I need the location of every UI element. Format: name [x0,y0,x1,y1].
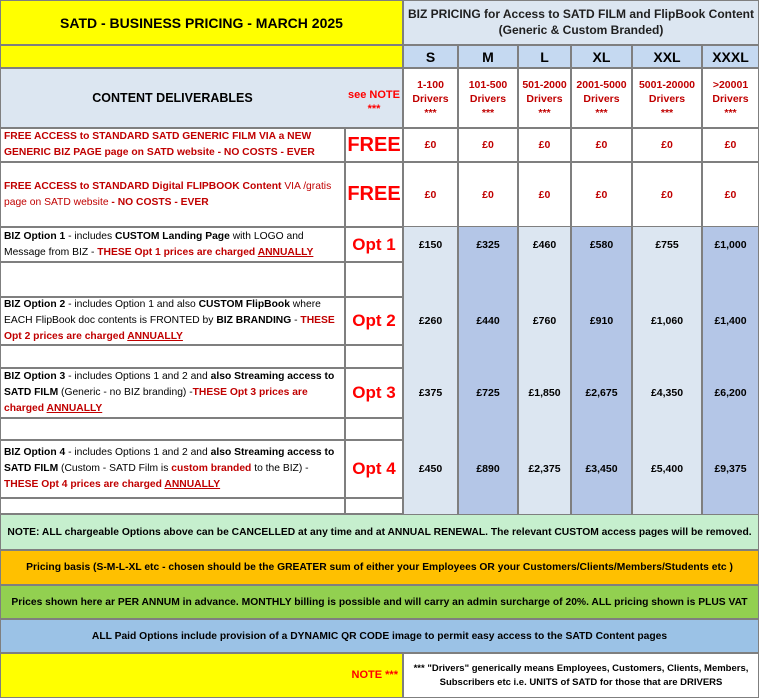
row-description [0,368,345,418]
row-description-text [4,369,341,417]
row-tag-free: FREE [347,133,401,156]
description-part: THESE Opt 4 prices are charged [4,479,165,490]
description-part: THESE Opt 3 prices are charged [4,387,308,414]
biz-pricing-subtitle: (Generic & Custom Branded) [498,23,664,37]
price-s: £260 [418,315,443,327]
price-m: £0 [482,188,494,201]
row-description-text [4,129,341,161]
per-annum-note: Prices shown here ar PER ANNUM in advance. MONTHLY billing is possible and will carry an admin surcharge of 20%. ALL pricing shown is PLUS VAT [0,585,759,619]
size-label-xxl: XXL [632,45,702,68]
cancel-note: NOTE: ALL chargeable Options above can be CANCELLED at any time and at ANNUAL RENEWAL. The relevant CUSTOM access pages will be removed. [0,514,759,550]
description-part: - NO COSTS - EVER [108,196,209,208]
content-deliverables-label: CONTENT DELIVERABLES [92,91,253,105]
row-tag-opt-3: Opt 3 [352,383,396,402]
price-xl: £3,450 [585,463,618,475]
biz-pricing-header [403,0,759,45]
row-tag-opt-2: Opt 2 [352,311,396,330]
row-description [0,227,345,262]
description-cell [0,418,345,440]
price-l: £0 [538,139,551,151]
price-m: £440 [476,315,500,327]
drivers-stars: *** [724,107,737,119]
drivers-drivers-word: Drivers [469,93,507,105]
description-part: THESE Opt 1 prices are charged [97,246,258,258]
price-xxl: £755 [655,238,679,251]
drivers-cell-l [518,68,571,128]
price-m: £725 [476,387,500,399]
drivers-drivers-word: Drivers [583,93,620,105]
price-xxl: £0 [661,139,673,151]
drivers-cell-xxxl [702,68,759,128]
description-part: CUSTOM FlipBook [198,299,290,310]
price-s: £0 [424,188,437,201]
drivers-drivers-word: Drivers [648,93,686,105]
row-description [0,440,345,498]
drivers-cell-s [403,68,458,128]
price-xl: £0 [595,188,608,201]
description-part: with LOGO and Message from BIZ - [4,230,304,258]
price-m: £325 [476,238,500,251]
description-part: also Streaming access to SATD FILM [4,447,335,474]
price-xxxl: £1,400 [714,315,747,327]
note-cell [0,653,403,698]
description-part: ANNUALLY [127,331,183,342]
price-s: £150 [418,238,443,251]
title-filler [0,45,403,68]
description-part: BIZ Option 3 [4,371,66,382]
description-part: FREE ACCESS to STANDARD SATD GENERIC FILM VIA a NEW GENERIC BIZ PAGE page on SATD website - NO COSTS - EVER [4,131,315,158]
drivers-drivers-word: Drivers [526,93,563,105]
price-l: £2,375 [528,463,561,475]
drivers-drivers-word: Drivers [712,93,749,105]
drivers-drivers-range: 5001-20000 [638,79,696,91]
size-label-s: S [403,45,458,68]
row-tag-free: FREE [347,183,401,205]
row-tag-opt-1: Opt 1 [352,234,396,254]
biz-pricing-title: BIZ PRICING for Access to SATD FILM and FlipBook Content [407,7,754,21]
price-l: £0 [538,188,551,201]
price-xl: £0 [595,139,608,151]
description-part: - includes Options 1 and 2 and [65,371,211,382]
drivers-drivers-range: 1-100 [417,79,444,91]
description-part: (Generic - no BIZ branding) - [58,387,193,398]
price-xxl: £4,350 [650,387,684,399]
see-note [345,88,403,116]
description-part: BIZ Option 4 [4,447,66,458]
description-part: (Custom - SATD Film is [58,463,172,474]
pricing-basis-note: Pricing basis (S-M-L-XL etc - chosen should be the GREATER sum of either your Employees OR your Customers/Clients/Members/Students etc ) [0,550,759,585]
note-label: NOTE *** [351,669,398,681]
description-part: custom branded [171,463,252,474]
description-part: where EACH FlipBook doc contents is FRONTED by [4,299,321,326]
price-xxxl: £6,200 [714,387,747,399]
price-l: £760 [532,315,557,327]
drivers-drivers-range: 501-2000 [522,79,567,91]
price-xxl: £0 [661,188,673,201]
tag-cell [345,418,403,440]
price-xxxl: £0 [724,139,737,151]
price-l: £460 [532,238,557,251]
drivers-definition-line2: Subscribers etc i.e. UNITS of SATD for those that are DRIVERS [439,677,723,688]
see-note-stars: *** [367,103,381,115]
drivers-drivers-range: 101-500 [468,79,508,91]
price-s: £450 [418,463,443,475]
description-part: THESE Opt 2 prices are charged [4,315,335,342]
description-part: - includes Option 1 and also [65,299,199,310]
price-xxxl: £0 [724,188,737,201]
see-note-label: see NOTE [348,89,400,101]
tag-cell [345,498,403,514]
price-l: £1,850 [528,387,561,399]
size-label-xl: XL [571,45,632,68]
description-part: BIZ BRANDING [216,315,292,326]
drivers-cell-m [458,68,518,128]
drivers-stars: *** [595,107,608,119]
description-part: - includes [65,230,116,242]
price-xxl: £1,060 [650,315,684,327]
drivers-drivers-range: 2001-5000 [576,79,627,91]
description-part: ANNUALLY [46,403,103,414]
row-description-text [4,229,341,261]
row-description-text [4,297,341,345]
row-description [0,297,345,345]
description-part: also Streaming access to SATD FILM [4,371,335,398]
price-xxxl: £9,375 [714,463,747,475]
price-xl: £2,675 [585,387,618,399]
drivers-drivers-word: Drivers [412,93,449,105]
drivers-drivers-range: >20001 [712,79,749,91]
tag-cell [345,262,403,297]
description-part: FREE ACCESS to STANDARD Digital FLIPBOOK Content [4,180,285,192]
row-description [0,162,345,227]
price-xl: £580 [589,238,614,251]
description-part: - includes Options 1 and 2 and [65,447,211,458]
description-part: BIZ Option 1 [4,230,66,242]
drivers-definition-line1: *** "Drivers" generically means Employees, Customers, Clients, Members, [413,663,749,674]
price-xl: £910 [589,315,614,327]
size-label-xxxl: XXXL [702,45,759,68]
price-xxxl: £1,000 [714,238,747,251]
description-part: ANNUALLY [164,479,221,490]
price-m: £890 [476,463,500,475]
row-description-text [4,445,341,493]
drivers-stars: *** [660,107,674,119]
description-cell [0,345,345,368]
description-part: to the BIZ) - [251,463,309,474]
row-description-text [4,179,341,211]
description-part: - [291,315,301,326]
drivers-stars: *** [424,107,437,119]
drivers-definition [403,653,759,698]
size-label-m: M [458,45,518,68]
price-xxl: £5,400 [650,463,684,475]
description-part: ANNUALLY [257,246,314,258]
row-description [0,128,345,162]
description-part: VIA /gratis page on SATD website [4,180,332,208]
qr-code-note: ALL Paid Options include provision of a DYNAMIC QR CODE image to permit easy access to the SATD Content pages [0,619,759,653]
price-s: £375 [418,387,443,399]
drivers-cell-xl [571,68,632,128]
description-part: CUSTOM Landing Page [115,230,230,242]
drivers-stars: *** [481,107,495,119]
price-s: £0 [424,139,437,151]
drivers-cell-xxl [632,68,702,128]
size-label-l: L [518,45,571,68]
page-title: SATD - BUSINESS PRICING - MARCH 2025 [0,0,403,45]
row-tag-opt-4: Opt 4 [352,459,396,478]
tag-cell [345,345,403,368]
drivers-stars: *** [538,107,551,119]
description-part: BIZ Option 2 [4,299,66,310]
price-m: £0 [482,139,494,151]
description-cell [0,498,345,514]
description-cell [0,262,345,297]
